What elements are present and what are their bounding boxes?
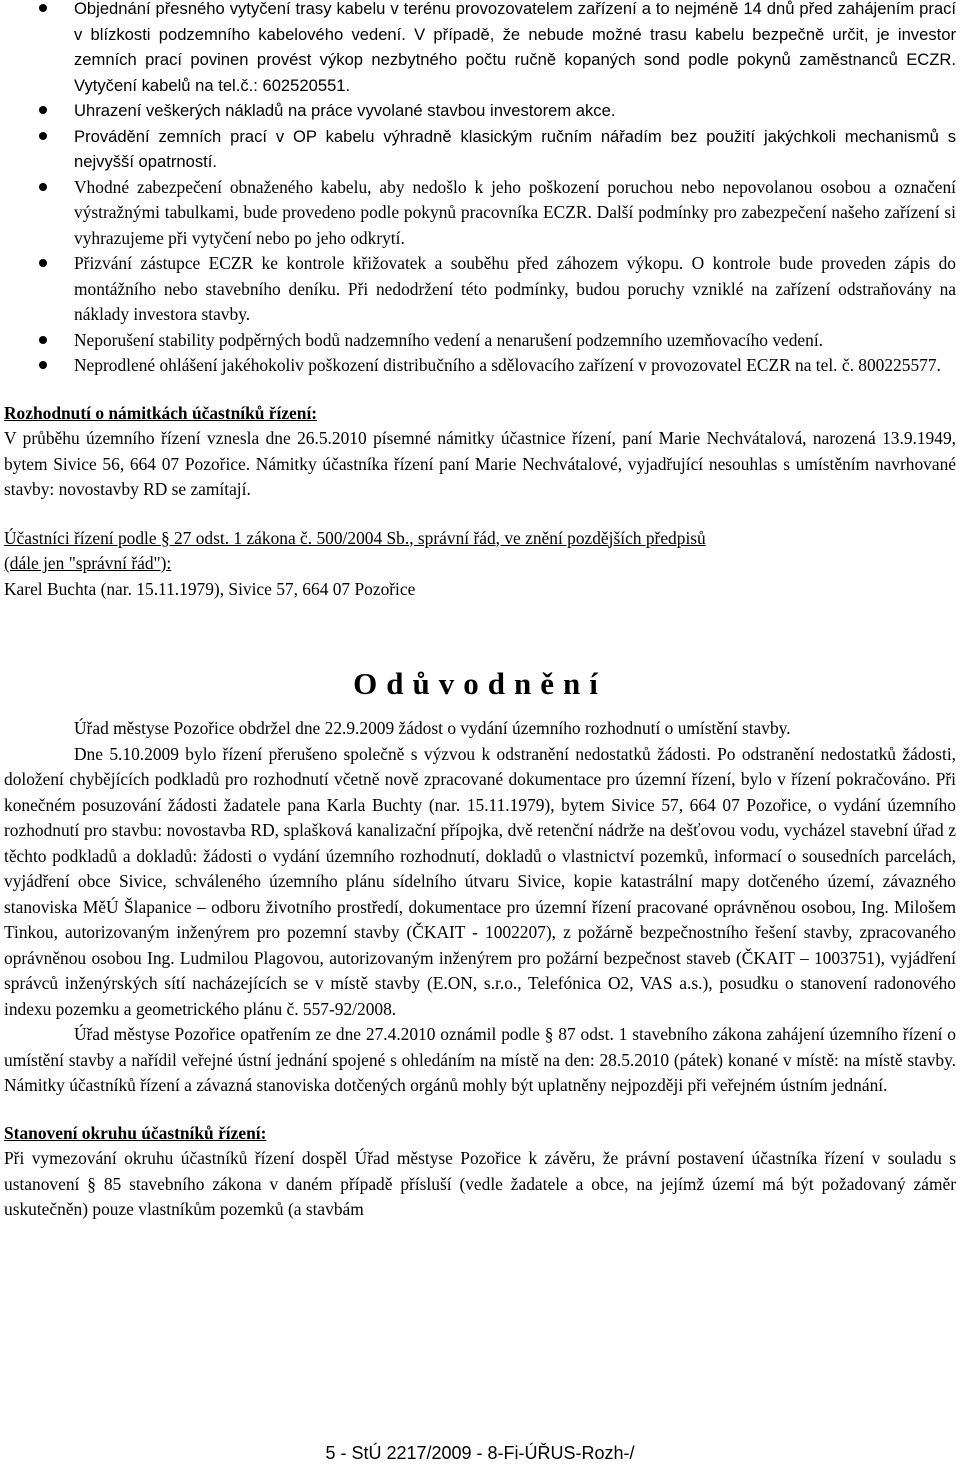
document-page [4, 0, 956, 1223]
participants-heading-law: Účastníci řízení podle § 27 odst. 1 zákona č. 500/2004 Sb. [4, 527, 410, 548]
objections-heading: Rozhodnutí o námitkách účastníků řízení: [4, 402, 318, 423]
participants-heading-line2: (dále jen "správní řád"): [4, 553, 172, 573]
condition-item: Objednání přesného vytyčení trasy kabelu v terénu provozovatelem zařízení a to nejméně 14 dnů před zahájením prací v blízkosti podzemního kabelového vedení. V případě, že nebude možné trasu kabelu bezpečně určit, je investor zemních prací povinen provést výkop nezbytného počtu ručně kopaných sond podle pokynů zaměstnanců ECZR. Vytyčení kabelů na tel.č.: 602520551. [4, 0, 956, 98]
circle-heading: Stanovení okruhu účastníků řízení: [4, 1122, 267, 1143]
participants-text: Karel Buchta (nar. 15.11.1979), Sivice 57, 664 07 Pozořice [4, 578, 416, 599]
circle-section [4, 1121, 956, 1223]
reasoning-paragraph: Dne 5.10.2009 bylo řízení přerušeno společně s výzvou k odstranění nedostatků žádosti. Po odstranění nedostatků žádosti, doložení chybějících podkladů pro rozhodnutí včetně nově zpracované dokumentace pro územní řízení, bylo v řízení pokračováno. Při konečném posuzování žádosti žadatele pana Karla Buchty (nar. 15.11.1979), bytem Sivice 57, 664 07 Pozořice, o vydání územního rozhodnutí pro stavbu: novostavba RD, splašková kanalizační přípojka, dvě retenční nádrže na dešťovou vodu, vycházel stavební úřad z těchto podkladů a dokladů: žádosti o vydání územního rozhodnutí, dokladů o vlastnictví pozemků, informací o sousedních parcelách, vyjádření obce Sivice, schváleného územního plánu sídelního útvaru Sivice, kopie katastrální mapy dotčeného území, závazného stanoviska MěÚ Šlapanice – odboru životního prostředí, dokumentace pro územní řízení pracované oprávněnou osobou, Ing. Milošem Tinkou, autorizovaným inženýrem pro pozemní stavby (ČKAIT - 1002207), z požárně bezpečnostního řešení stavby, zpracovaného oprávněnou osobou Ing. Ludmilou Plagovou, autorizovaným inženýrem pro požární bezpečnost staveb (ČKAIT – 1003751), vyjádření správců inženýrských sítí nacházejících se v místě stavby (E.ON, s.r.o., Telefónica O2, VAS a.s.), posudku o stanovení radonového indexu pozemku a geometrického plánu č. 557-92/2008. [4, 743, 956, 1019]
condition-item: Neporušení stability podpěrných bodů nadzemního vedení a nenarušení podzemního uzemňovacího vedení. [4, 328, 956, 354]
participants-section [4, 526, 956, 603]
condition-item: Vhodné zabezpečení obnaženého kabelu, aby nedošlo k jeho poškození poruchou nebo nepovolanou osobou a označení výstražnými tabulkami, bude provedeno podle pokynů pracovníka ECZR. Další podmínky pro zabezpečení našeho zařízení si vyhrazujeme při vytyčení nebo po jeho odkrytí. [4, 175, 956, 252]
condition-item: Uhrazení veškerých nákladů na práce vyvolané stavbou investorem akce. [4, 98, 956, 124]
reasoning-section [4, 716, 956, 1099]
condition-item: Přizvání zástupce ECZR ke kontrole křižovatek a souběhu před záhozem výkopu. O kontrole bude proveden zápis do montážního nebo stavebního deníku. Při nedodržení této podmínky, budou poruchy vzniklé na zařízení odstraňovány na náklady investora stavby. [4, 251, 956, 328]
participants-heading-rest: , správní řád, ve znění pozdějších předpisů [409, 527, 706, 548]
reasoning-title: Odůvodnění [353, 666, 607, 701]
objections-section [4, 401, 956, 503]
circle-text: Při vymezování okruhu účastníků řízení dospěl Úřad městyse Pozořice k závěru, že právní postavení účastníka řízení v souladu s ustanovení § 85 stavebního zákona v daném případě přísluší (vedle žadatele a obce, na jejímž území má být požadovaný záměr uskutečněn) pouze vlastníkům pozemků (a stavbám [4, 1148, 956, 1219]
page-footer: 5 - StÚ 2217/2009 - 8-Fi-ÚŘUS-Rozh-/ [325, 1443, 635, 1463]
conditions-list [4, 0, 956, 379]
condition-item: Provádění zemních prací v OP kabelu výhradně klasickým ručním nářadím bez použití jakýchkoli mechanismů s nejvyšší opatrností. [4, 124, 956, 175]
reasoning-paragraph: Úřad městyse Pozořice obdržel dne 22.9.2009 žádost o vydání územního rozhodnutí o umístění stavby. [74, 718, 791, 738]
reasoning-paragraph: Úřad městyse Pozořice opatřením ze dne 27.4.2010 oznámil podle § 87 odst. 1 stavebního zákona zahájení územního řízení o umístění stavby a nařídil veřejné ústní jednání spojené s ohledáním na místě na den: 28.5.2010 (pátek) konané v místě: na místě stavby. Námitky účastníků řízení a závazná stanoviska dotčených orgánů mohly být uplatněny nejpozději při veřejném ústním jednání. [4, 1024, 956, 1095]
objections-text: V průběhu územního řízení vznesla dne 26.5.2010 písemné námitky účastnice řízení, paní Marie Nechvátalová, narozená 13.9.1949, bytem Sivice 56, 664 07 Pozořice. Námitky účastníka řízení paní Marie Nechvátalové, vyjadřující nesouhlas s umístěním navrhované stavby: novostavby RD se zamítají. [4, 428, 956, 499]
condition-item: Neprodlené ohlášení jakéhokoliv poškození distribučního a sdělovacího zařízení v provozovatel ECZR na tel. č. 800225577. [4, 353, 956, 379]
participants-heading [4, 526, 956, 552]
